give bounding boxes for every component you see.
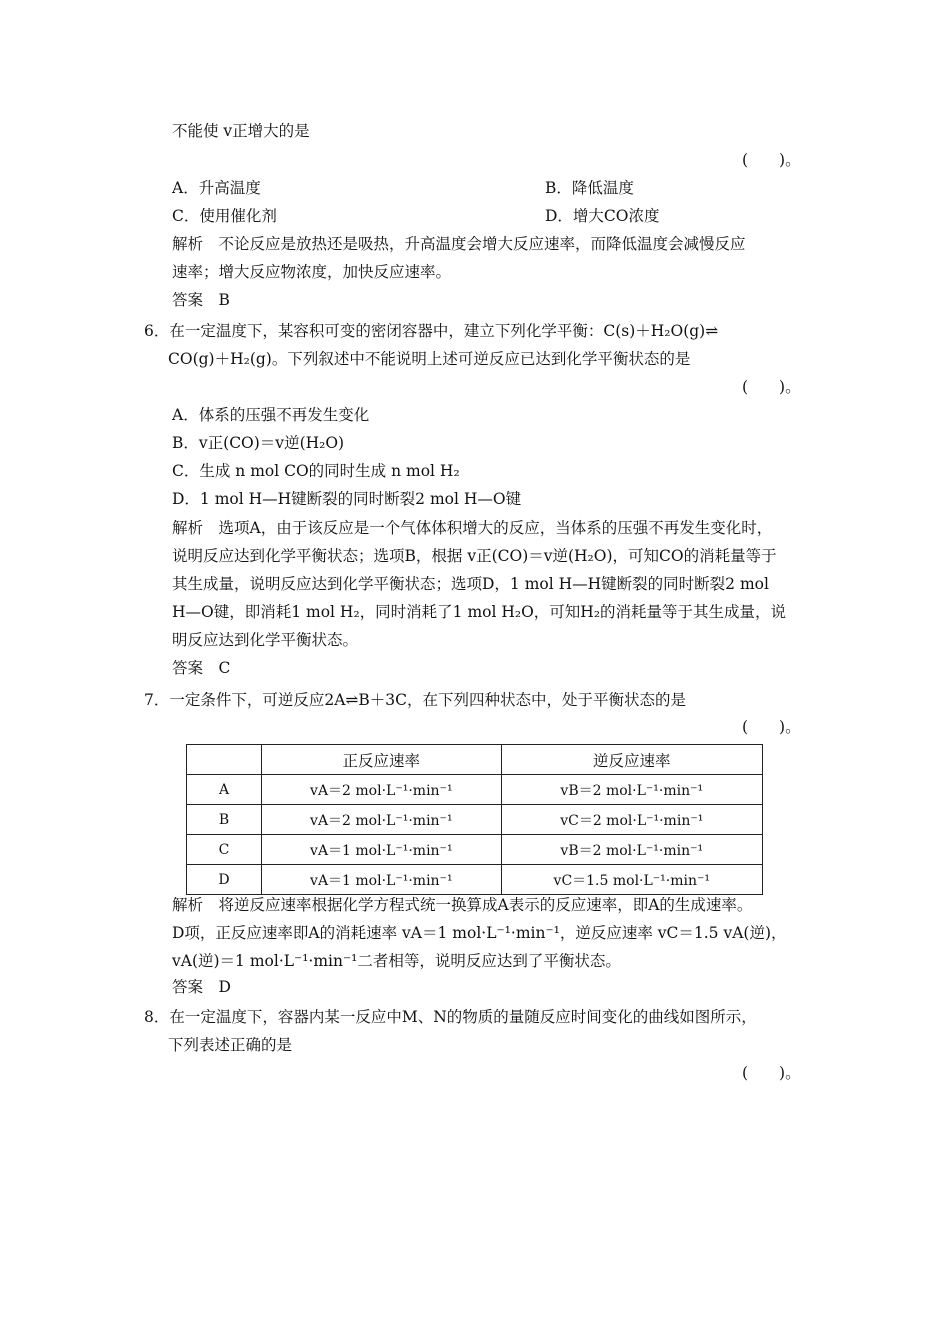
q7-analysis-line-2: D项，正反应速率即A的消耗速率 vA＝1 mol·L⁻¹·min⁻¹，逆反应速率 vC＝1.5 vA(逆)， bbox=[172, 924, 787, 942]
q6-analysis-line-1: 解析 选项A，由于该反应是一个气体体积增大的反应，当体系的压强不再发生变化时， bbox=[172, 519, 773, 537]
q6-stem-line-2: CO(g)＋H₂(g)。下列叙述中不能说明上述可逆反应已达到化学平衡状态的是 bbox=[168, 350, 691, 368]
q5-option-a: A．升高温度 bbox=[172, 179, 261, 197]
q6-analysis-line-5: 明反应达到化学平衡状态。 bbox=[172, 631, 359, 649]
q8-answer-bracket: ( )。 bbox=[742, 1064, 801, 1082]
table-cell: D bbox=[187, 865, 262, 895]
table-header-cell: 逆反应速率 bbox=[501, 745, 762, 775]
table-row bbox=[187, 835, 763, 865]
q6-option-d: D．1 mol H—H键断裂的同时断裂2 mol H—O键 bbox=[172, 490, 522, 508]
table-cell: vB＝2 mol·L⁻¹·min⁻¹ bbox=[501, 835, 762, 865]
table-header-cell bbox=[187, 745, 262, 775]
q7-answer: 答案 D bbox=[172, 978, 231, 996]
q5-analysis-line-2: 速率；增大反应物浓度，加快反应速率。 bbox=[172, 263, 452, 281]
q6-stem-line-1: 6．在一定温度下，某容积可变的密闭容器中，建立下列化学平衡：C(s)＋H₂O(g)⇌ bbox=[144, 322, 719, 340]
table-header-row bbox=[187, 745, 763, 775]
table-header-cell: 正反应速率 bbox=[262, 745, 502, 775]
q6-option-b: B．v正(CO)＝v逆(H₂O) bbox=[172, 434, 345, 452]
q5-option-d: D．增大CO浓度 bbox=[545, 207, 660, 225]
table-cell: vA＝1 mol·L⁻¹·min⁻¹ bbox=[262, 865, 502, 895]
table-cell: vA＝2 mol·L⁻¹·min⁻¹ bbox=[262, 775, 502, 805]
q5-option-c: C．使用催化剂 bbox=[172, 207, 277, 225]
table-cell: A bbox=[187, 775, 262, 805]
q6-analysis-line-4: H—O键，即消耗1 mol H₂，同时消耗了1 mol H₂O，可知H₂的消耗量等于其生成量，说 bbox=[172, 603, 787, 621]
q5-stem: 不能使 v正增大的是 bbox=[172, 122, 310, 140]
q7-stem: 7．一定条件下，可逆反应2A⇌B＋3C，在下列四种状态中，处于平衡状态的是 bbox=[144, 691, 687, 709]
table-cell: C bbox=[187, 835, 262, 865]
table-cell: B bbox=[187, 805, 262, 835]
table-cell: vC＝2 mol·L⁻¹·min⁻¹ bbox=[501, 805, 762, 835]
table-cell: vA＝1 mol·L⁻¹·min⁻¹ bbox=[262, 835, 502, 865]
q6-option-a: A．体系的压强不再发生变化 bbox=[172, 406, 370, 424]
q5-answer: 答案 B bbox=[172, 291, 230, 309]
q6-answer-bracket: ( )。 bbox=[742, 378, 801, 396]
table-cell: vB＝2 mol·L⁻¹·min⁻¹ bbox=[501, 775, 762, 805]
table-cell: vA＝2 mol·L⁻¹·min⁻¹ bbox=[262, 805, 502, 835]
q8-stem-line-1: 8．在一定温度下，容器内某一反应中M、N的物质的量随反应时间变化的曲线如图所示， bbox=[144, 1008, 757, 1026]
q5-answer-bracket: ( )。 bbox=[742, 151, 801, 169]
table-row bbox=[187, 865, 763, 895]
q6-option-c: C．生成 n mol CO的同时生成 n mol H₂ bbox=[172, 462, 460, 480]
q6-answer: 答案 C bbox=[172, 659, 231, 677]
table-cell: vC＝1.5 mol·L⁻¹·min⁻¹ bbox=[501, 865, 762, 895]
q7-analysis-line-3: vA(逆)＝1 mol·L⁻¹·min⁻¹二者相等，说明反应达到了平衡状态。 bbox=[172, 952, 621, 970]
q8-stem-line-2: 下列表述正确的是 bbox=[168, 1036, 293, 1054]
q6-analysis-line-3: 其生成量，说明反应达到化学平衡状态；选项D，1 mol H—H键断裂的同时断裂2 mol bbox=[172, 575, 769, 593]
rates-table bbox=[186, 744, 763, 895]
q7-analysis-line-1: 解析 将逆反应速率根据化学方程式统一换算成A表示的反应速率，即A的生成速率。 bbox=[172, 896, 753, 914]
q7-answer-bracket: ( )。 bbox=[742, 718, 801, 736]
q5-analysis-line-1: 解析 不论反应是放热还是吸热，升高温度会增大反应速率，而降低温度会减慢反应 bbox=[172, 235, 746, 253]
q6-analysis-line-2: 说明反应达到化学平衡状态；选项B，根据 v正(CO)＝v逆(H₂O)，可知CO的消耗量等于 bbox=[172, 547, 777, 565]
table-row bbox=[187, 805, 763, 835]
table-row bbox=[187, 775, 763, 805]
q5-option-b: B．降低温度 bbox=[545, 179, 634, 197]
